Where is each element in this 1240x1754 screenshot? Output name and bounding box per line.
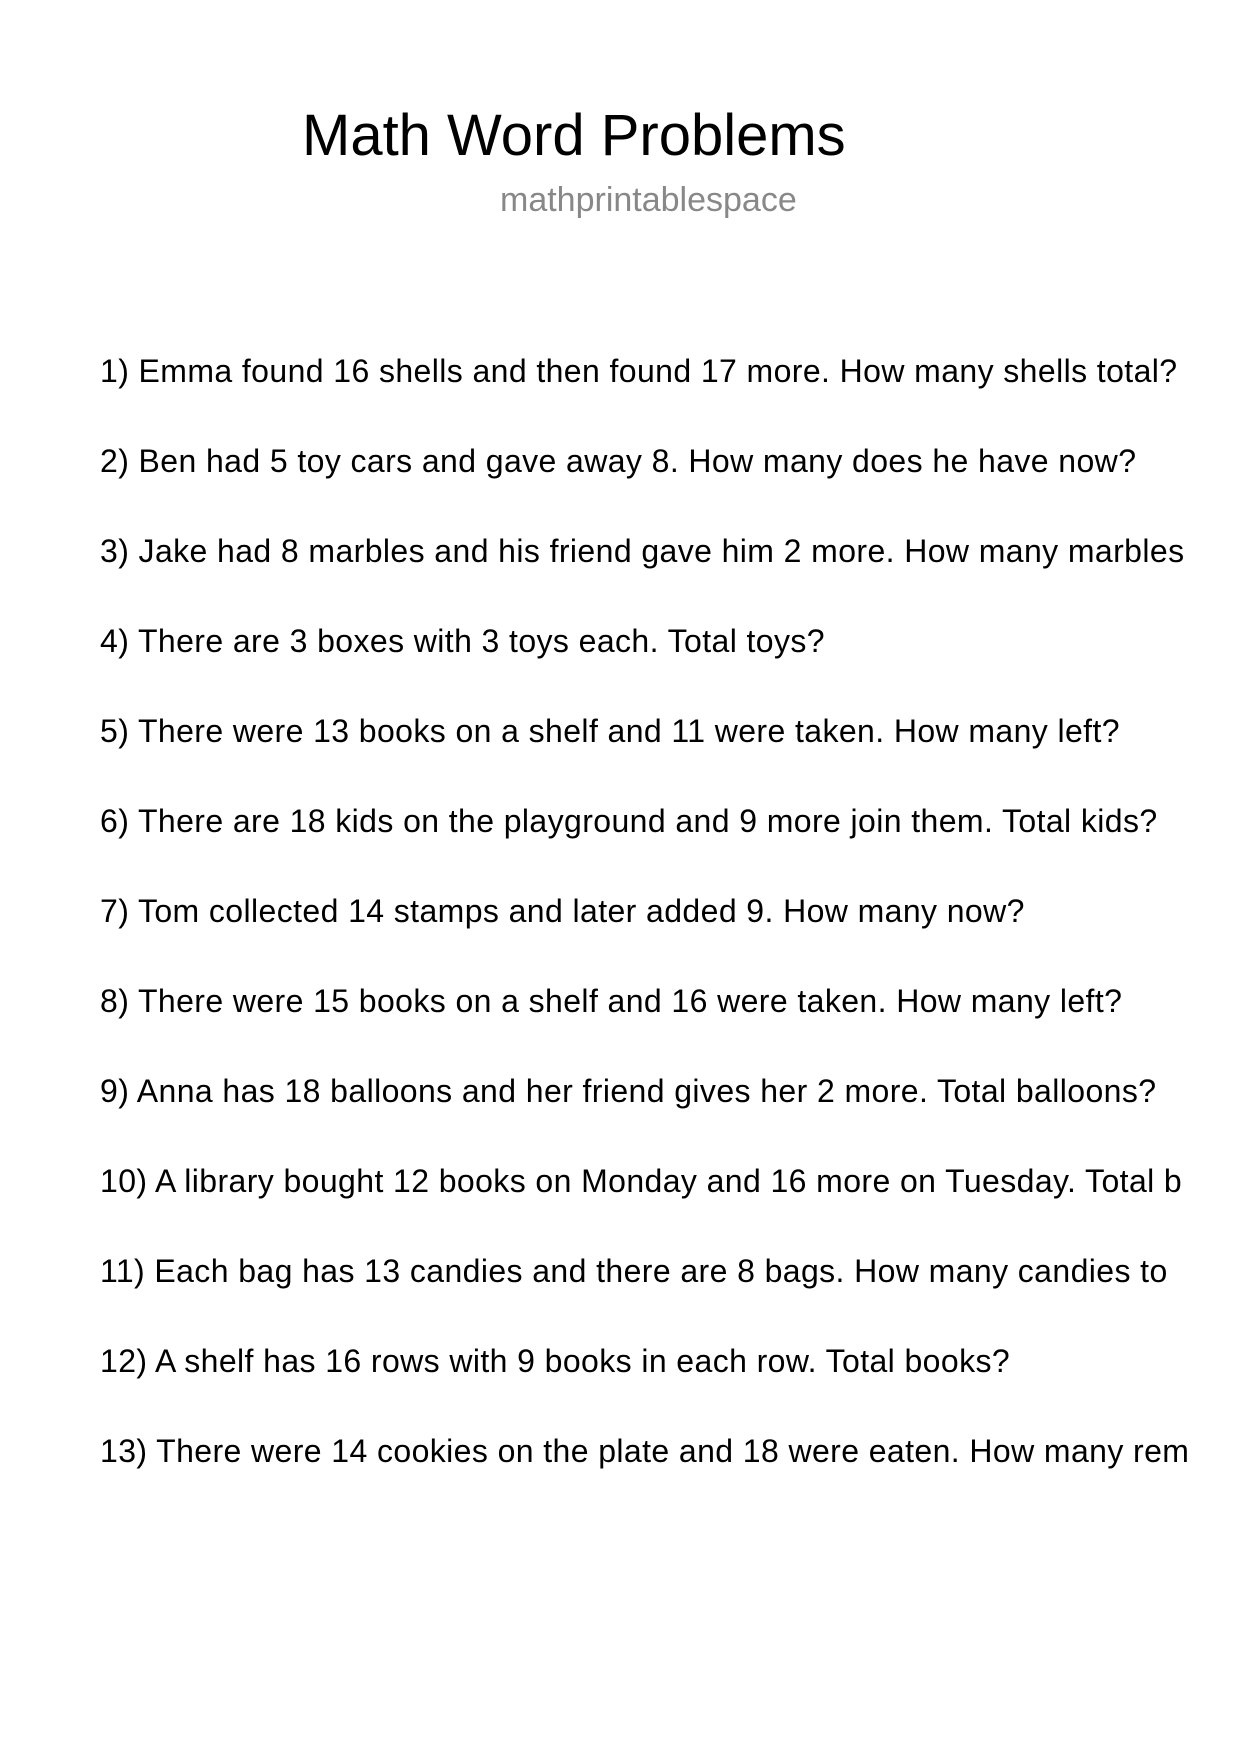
problem-8: 8) There were 15 books on a shelf and 16 were taken. How many left?: [100, 983, 1123, 1019]
problem-4: 4) There are 3 boxes with 3 toys each. Total toys?: [100, 623, 825, 659]
problem-3: 3) Jake had 8 marbles and his friend gave him 2 more. How many marbles: [100, 533, 1185, 569]
problem-10: 10) A library bought 12 books on Monday and 16 more on Tuesday. Total b: [100, 1163, 1183, 1199]
problem-list: [100, 326, 1240, 1496]
page-title: Math Word Problems: [302, 103, 846, 168]
problem-5: 5) There were 13 books on a shelf and 11 were taken. How many left?: [100, 713, 1120, 749]
problem-13: 13) There were 14 cookies on the plate and 18 were eaten. How many rem: [100, 1433, 1190, 1469]
page-subtitle: mathprintablespace: [500, 181, 797, 219]
problem-11: 11) Each bag has 13 candies and there are 8 bags. How many candies to: [100, 1253, 1168, 1289]
problem-7: 7) Tom collected 14 stamps and later added 9. How many now?: [100, 893, 1025, 929]
problem-12: 12) A shelf has 16 rows with 9 books in each row. Total books?: [100, 1343, 1011, 1379]
problem-9: 9) Anna has 18 balloons and her friend gives her 2 more. Total balloons?: [100, 1073, 1157, 1109]
problem-6: 6) There are 18 kids on the playground and 9 more join them. Total kids?: [100, 803, 1158, 839]
problem-1: 1) Emma found 16 shells and then found 17 more. How many shells total?: [100, 353, 1178, 389]
problem-2: 2) Ben had 5 toy cars and gave away 8. How many does he have now?: [100, 443, 1137, 479]
